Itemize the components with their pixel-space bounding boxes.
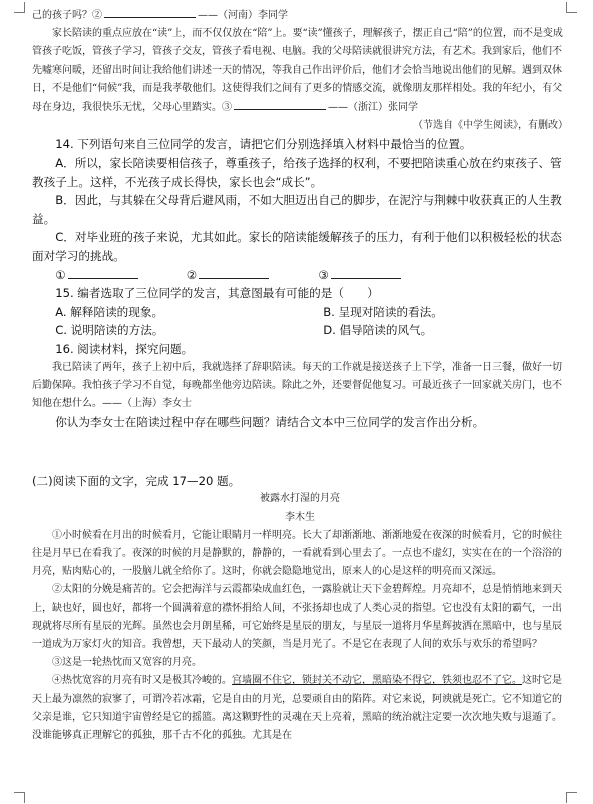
question-14-option-a: A．所以，家长陪读要相信孩子，尊重孩子，给孩子选择的权利，不要把陪读重心放在约束孩子、管教孩子上。这样，不光孩子成长得快，家长也会“成长”。: [32, 156, 562, 189]
crop-mark-bottom-right: [566, 792, 577, 803]
section-heading: (二)阅读下面的文字，完成 17—20 题。: [32, 473, 241, 488]
question-14-option-b: B．因此，与其躲在父母背后避风雨，不如大胆迈出自己的脚步，在泥泞与荆棘中收获真正的人生教益。: [32, 193, 562, 226]
question-15-option-c[interactable]: C. 说明陪读的方法。: [55, 323, 164, 338]
article-paragraph-2: ②太阳的分娩是痛苦的。它会把海洋与云霞都染成血红色，一露脸就让天下金碧辉煌。月亮却不，总是悄悄地来到天上，缺也好，圆也好，都将一个圆满着意的襟怀捐给人间，不张扬却也成了人类心灵的指望。它也没有太阳的霸气，一出现就将尽所有星辰的光辉。虽然也会月朗星稀，可它始终是星辰的朋友，与星辰一道将月华星辉披洒在黑暗中，也与星辰一道成为万家灯火的知音。我曾想，天下最动人的笑颜，当是月光了。不是它在表现了人间的欢乐与欢乐的希望吗？: [32, 584, 562, 650]
article-paragraph-1: ①小时候看在月出的时候看月，它能让眼睛月一样明亮。长大了却渐渐地、渐渐地爱在夜深的时候看月，它的时候往往是月早已在看我了。夜深的时候的月是静默的，静静的，一看就看到心里去了。一点也不虚幻，实实在在的一个浴浴的月亮，贴肉贴心的，一股脑儿就全给你了。这时，你就会隐隐地觉出，原来人的心是这样的明亮而又深远。: [32, 529, 562, 578]
question-14-stem: 14. 下列语句来自三位同学的发言，请把它们分别选择填入材料中最恰当的位置。: [55, 137, 472, 152]
q14-blank-1[interactable]: [68, 267, 138, 279]
question-15-options-row-2: [32, 321, 568, 340]
question-15-stem: 15. 编者选取了三位同学的发言，其意图最有可能的是（ ）: [55, 286, 379, 301]
answer-blank-2[interactable]: [104, 6, 196, 18]
underlined-sentence: 宫墙圈不住它，锁封关不动它，黑暗染不得它，铁须也忍不了它。: [232, 675, 522, 687]
question-15-option-a[interactable]: A. 解释陪读的现象。: [55, 304, 164, 319]
passage-source: （节选自《中学生阅读》，有删改）: [413, 120, 568, 132]
answer-space[interactable]: [32, 432, 568, 472]
question-15-option-b[interactable]: B. 呈现对陪读的看法。: [323, 304, 443, 319]
article-title: 被露水打湿的月亮: [260, 493, 340, 505]
question-16-stem: 16. 阅读材料，探究问题。: [55, 341, 194, 356]
question-16-material: 我已陪读了两年，孩子上初中后，我就选择了辞职陪读。每天的工作就是接送孩子上下学，准备一日三餐，做好一切后勤保障。我怕孩子学习不自觉，每晚都坐他旁边陪读。除此之外，还要督促他复习。可最近孩子一回家就关房门，也不知他在想什么。——（上海）李女士: [32, 361, 562, 409]
crop-mark-top-left: [14, 2, 25, 13]
document-content: [32, 6, 568, 745]
question-16-question: 你认为李女士在陪读过程中存在哪些问题？请结合文本中三位同学的发言作出分析。: [55, 415, 485, 430]
passage-paragraph: 家长陪读的重点应放在“读”上，而不仅仅放在“陪”上。要“读”懂孩子，理解孩子，摆正自己“陪”的位置，而不是变成管孩子吃饭，管孩子学习，管孩子交友，管孩子看电视、电脑。我的父母陪读就很讲究方法，有艺术。我到家后，他们不先嘘寒问暖，还留出时间让我给他们讲述一天的情况，等我自己作出评价后，他们才会恰当地说出他们的见解。遇到双休日，不是他们“伺候”我，而是我孝敬他们。这使得我们之间有了更多的情感交流，就像朋友那样相处。我的年纪小，有父母在身边，我很快乐无忧，父母心里踏实。③ ——（浙江）张同学: [32, 28, 563, 114]
question-14-option-c: C．对毕业班的孩子来说，尤其如此。家长的陪读能缓解孩子的压力，有利于他们以积极轻松的状态面对学习的挑战。: [32, 230, 562, 263]
passage-line: 己的孩子吗？② ——（河南）李同学: [32, 6, 568, 25]
article-paragraph-4: ④热忱宽容的月亮有时又是极其冷峻的。宫墙圈不住它，锁封关不动它，黑暗染不得它，铁须也忍不了它。这时它是天上最为凛然的寂寥了，可谓冷若冰霜，它是自由的月光，总要顽自由的陷阵。对它来说，阿谀就是死亡。它不知道它的父亲是谁，它只知道宇宙曾经是它的摇篮。离这颗野性的灵魂在天上亮着，黑暗的统治就注定要一次次地失败与退遁了。没谁能够真正理解它的孤独，那千古不化的孤独。尤其是在: [32, 675, 562, 741]
article-paragraph-3: ③这是一轮热忱而又宽容的月亮。: [52, 657, 202, 669]
q14-blank-2[interactable]: [199, 267, 269, 279]
q14-blank-3[interactable]: [331, 267, 401, 279]
question-15-option-d[interactable]: D. 倡导陪读的风气。: [323, 323, 433, 338]
answer-blank-3[interactable]: [234, 98, 326, 110]
question-15-options-row-1: [32, 303, 568, 322]
article-author: 李木生: [285, 511, 315, 523]
crop-mark-bottom-left: [14, 792, 25, 803]
question-14-answer-row: ① ② ③: [32, 266, 568, 285]
